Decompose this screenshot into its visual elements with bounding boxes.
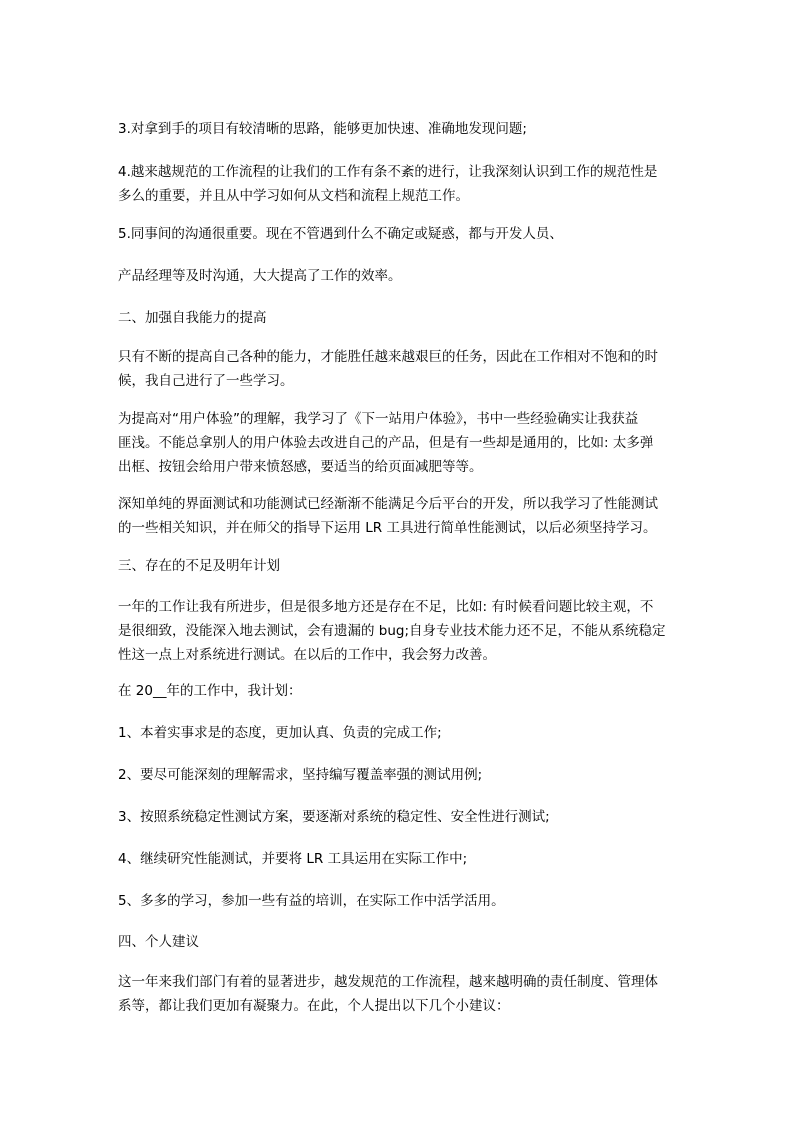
text-line: 匪浅。不能总拿别人的用户体验去改进自己的产品，但是有一些却是通用的，比如: 太多弹 [118, 435, 654, 451]
plan-item-4 [118, 847, 684, 871]
text-line: 3.对拿到手的项目有较清晰的思路，能够更加快速、准确地发现问题; [118, 121, 527, 137]
text-line: 3、按照系统稳定性测试方案，要逐渐对系统的稳定性、安全性进行测试; [118, 809, 550, 825]
paragraph-performance-testing [118, 492, 684, 540]
text-line: 多么的重要，并且从中学习如何从文档和流程上规范工作。 [118, 188, 469, 204]
text-line: 出框、按钮会给用户带来愤怒感，要适当的给页面减肥等等。 [118, 459, 483, 475]
section-heading-3 [118, 554, 684, 578]
text-line: 2、要尽可能深刻的理解需求，坚持编写覆盖率强的测试用例; [118, 767, 483, 783]
text-line: 是很细致，没能深入地去测试，会有遗漏的 bug;自身专业技术能力还不足，不能从系统稳定 [118, 623, 666, 639]
paragraph-item-5-continued [118, 264, 684, 288]
text-line: 在 20__年的工作中，我计划： [118, 683, 302, 699]
heading-line: 二、加强自我能力的提高 [118, 310, 267, 326]
text-line: 一年的工作让我有所进步，但是很多地方还是存在不足，比如: 有时候看问题比较主观，不 [118, 599, 654, 615]
paragraph-item-5 [118, 222, 684, 246]
text-line: 4.越来越规范的工作流程的让我们的工作有条不紊的进行，让我深刻认识到工作的规范性是 [118, 164, 658, 180]
paragraph-suggestions [118, 970, 684, 1018]
paragraph-user-experience [118, 407, 684, 479]
heading-line: 四、个人建议 [118, 934, 199, 950]
section-heading-2 [118, 306, 684, 330]
heading-line: 三、存在的不足及明年计划 [118, 558, 280, 574]
paragraph-shortcomings [118, 595, 684, 667]
text-line: 5.同事间的沟通很重要。现在不管遇到什么不确定或疑惑，都与开发人员、 [118, 226, 563, 242]
plan-item-5 [118, 889, 684, 913]
text-line: 产品经理等及时沟通，大大提高了工作的效率。 [118, 268, 402, 284]
text-line: 的一些相关知识，并在师父的指导下运用 LR 工具进行简单性能测试，以后必须坚持学习。 [118, 520, 657, 536]
section-heading-4 [118, 930, 684, 954]
text-line: 为提高对“用户体验”的理解，我学习了《下一站用户体验》，书中一些经验确实让我获益 [118, 411, 639, 427]
text-line: 深知单纯的界面测试和功能测试已经渐渐不能满足今后平台的开发，所以我学习了性能测试 [118, 496, 658, 512]
text-line: 5、多多的学习，参加一些有益的培训，在实际工作中活学活用。 [118, 893, 505, 909]
text-line: 只有不断的提高自己各种的能力，才能胜任越来越艰巨的任务，因此在工作相对不饱和的时 [118, 349, 658, 365]
text-line: 候，我自己进行了一些学习。 [118, 373, 294, 389]
plan-item-1 [118, 721, 684, 745]
paragraph-plan-intro [118, 679, 684, 703]
text-line: 性这一点上对系统进行测试。在以后的工作中，我会努力改善。 [118, 647, 496, 663]
text-line: 1、本着实事求是的态度，更加认真、负责的完成工作; [118, 725, 442, 741]
plan-item-3 [118, 805, 684, 829]
paragraph-self-improvement [118, 345, 684, 393]
text-line: 这一年来我们部门有着的显著进步，越发规范的工作流程，越来越明确的责任制度、管理体 [118, 974, 658, 990]
plan-item-2 [118, 763, 684, 787]
paragraph-item-4 [118, 160, 684, 208]
text-line: 系等，都让我们更加有凝聚力。在此，个人提出以下几个小建议： [118, 998, 510, 1014]
text-line: 4、继续研究性能测试，并要将 LR 工具运用在实际工作中; [118, 851, 468, 867]
paragraph-item-3 [118, 117, 684, 141]
